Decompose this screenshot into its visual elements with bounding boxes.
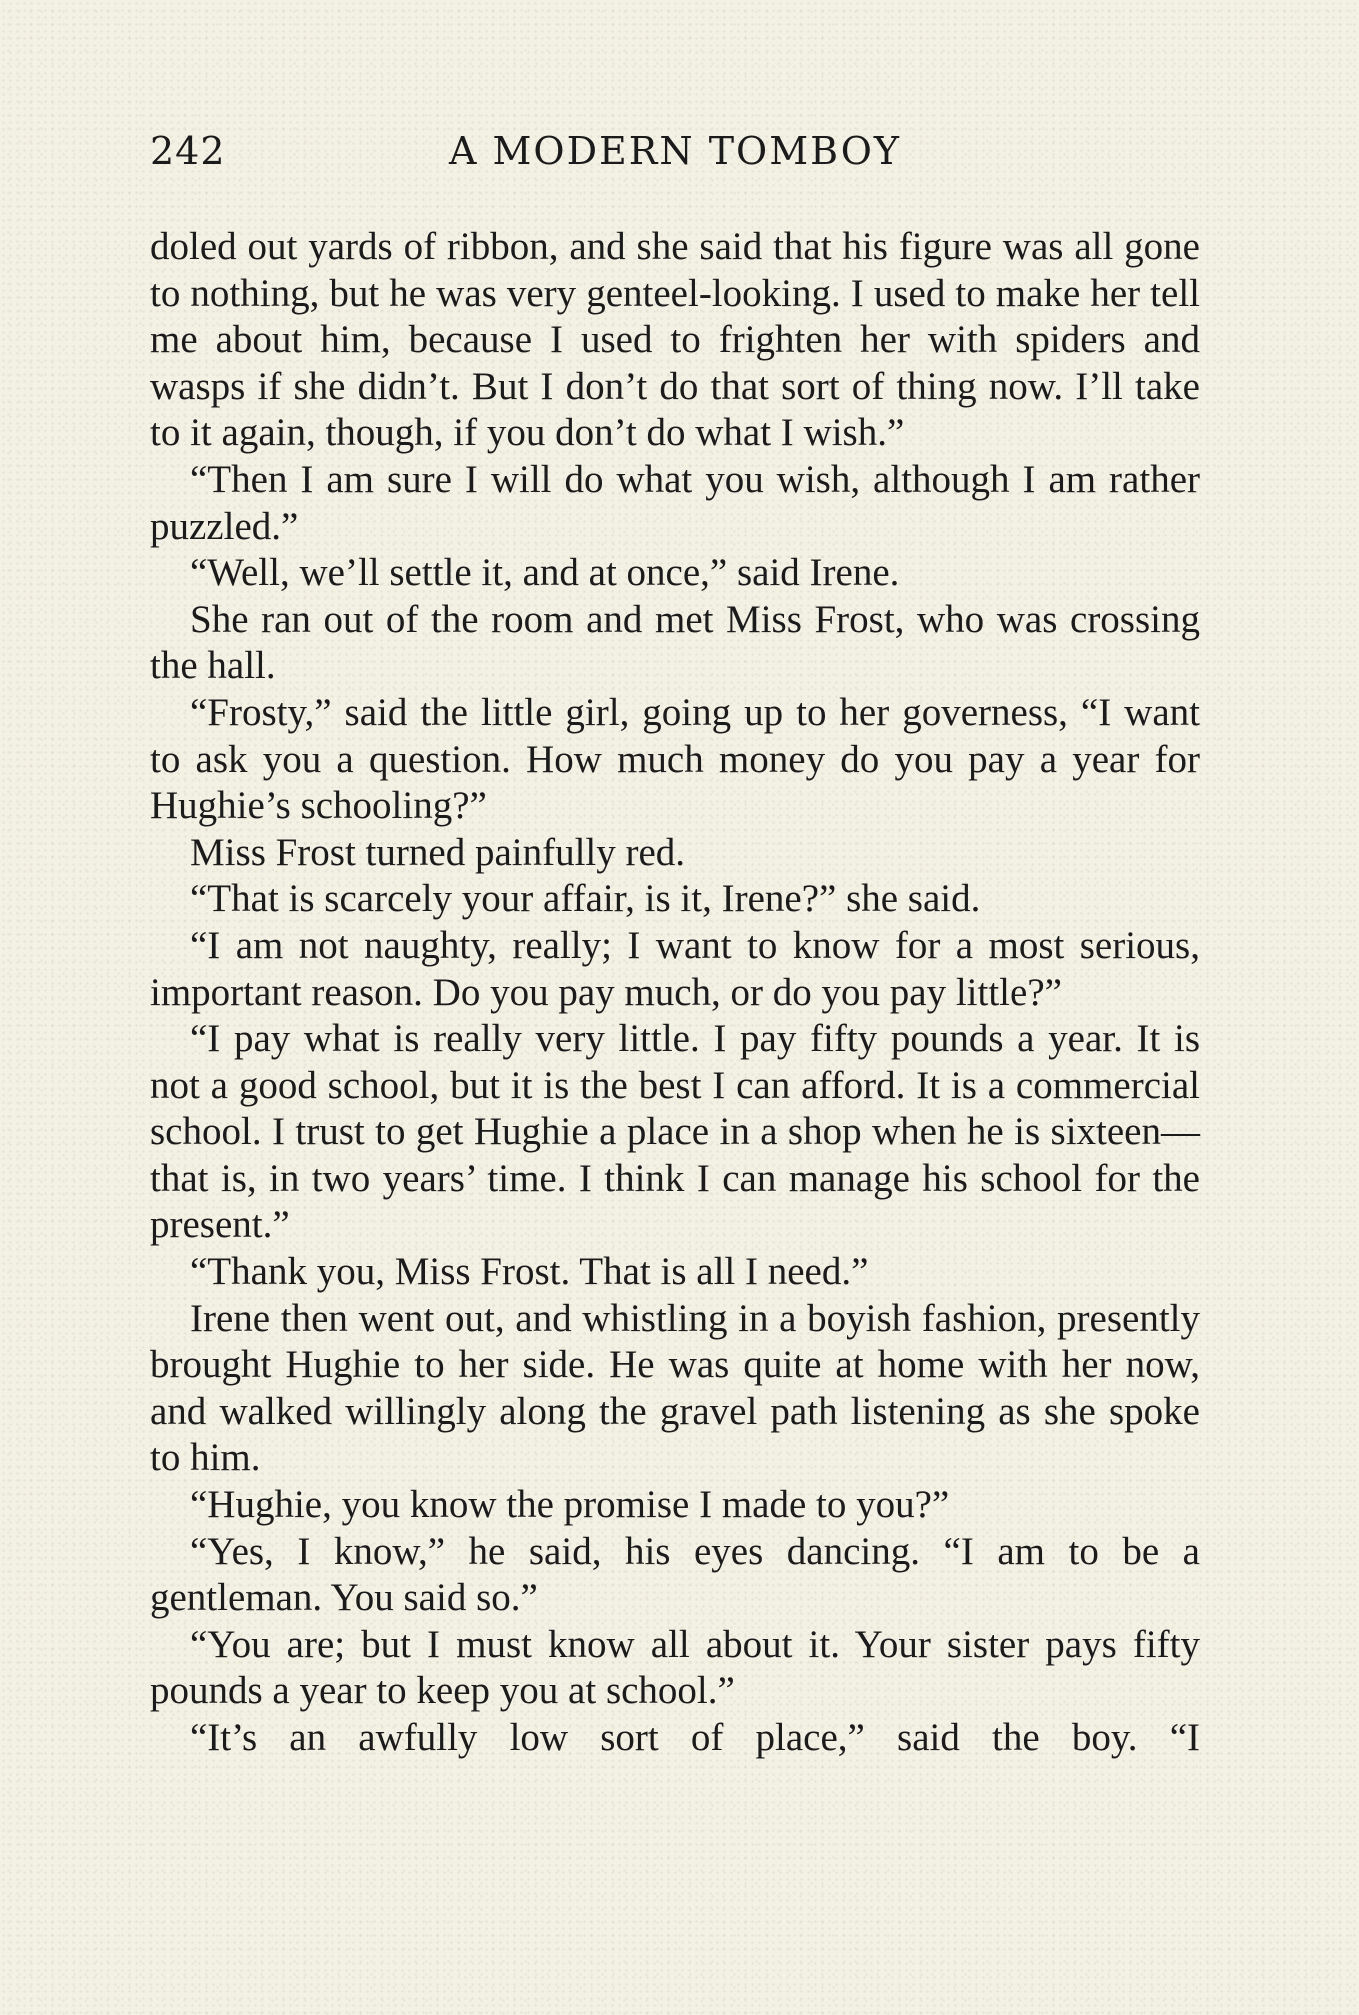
paragraph: Miss Frost turned painfully red.	[190, 830, 686, 874]
paragraph: She ran out of the room and met Miss Frost, who was crossing the hall.	[150, 597, 1200, 688]
paragraph: “Yes, I know,” he said, his eyes dancing. “I am to be a gentleman. You said so.”	[150, 1529, 1200, 1620]
paragraph: “Well, we’ll settle it, and at once,” said Irene.	[190, 551, 900, 595]
paragraph-continued: doled out yards of ribbon, and she said that his figure was all gone to nothing, but he was very genteel-looking. I used to make her tell me about him, because I used to frighten her with spiders and wasps if she didn’t. But I don’t do that sort of thing now. I’ll take to it again, though, if you don’t do what I wish.”	[150, 225, 1200, 455]
paragraph: “Thank you, Miss Frost. That is all I need.”	[190, 1250, 869, 1294]
paragraph: “I pay what is really very little. I pay fifty pounds a year. It is not a good school, but it is the best I can afford. It is a commercial school. I trust to get Hughie a place in a shop when he is sixteen—that is, in two years’ time. I think I can manage his school for the present.”	[150, 1017, 1200, 1247]
page-number: 242	[150, 129, 226, 173]
paragraph-continues: “It’s an awfully low sort of place,” said the boy. “I	[190, 1716, 1200, 1759]
paragraph: Irene then went out, and whistling in a boyish fashion, presently brought Hughie to her side. He was quite at home with her now, and walked willingly along the gravel path listening as she spoke to him.	[150, 1296, 1200, 1480]
paragraph: “Hughie, you know the promise I made to you?”	[190, 1483, 950, 1527]
paragraph: “I am not naughty, really; I want to know for a most serious, important reason. Do you pay much, or do you pay little?”	[150, 923, 1200, 1014]
paragraph: “You are; but I must know all about it. Your sister pays fifty pounds a year to keep you at school.”	[150, 1622, 1200, 1713]
paragraph: “That is scarcely your affair, is it, Irene?” she said.	[190, 877, 981, 921]
running-head	[150, 126, 1200, 176]
paragraph: “Frosty,” said the little girl, going up to her governess, “I want to ask you a question. How much money do you pay a year for Hughie’s schooling?”	[150, 690, 1200, 828]
body-text	[150, 224, 1200, 1762]
paragraph: “Then I am sure I will do what you wish, although I am rather puzzled.”	[150, 457, 1200, 548]
running-title: A MODERN TOMBOY	[448, 129, 901, 173]
